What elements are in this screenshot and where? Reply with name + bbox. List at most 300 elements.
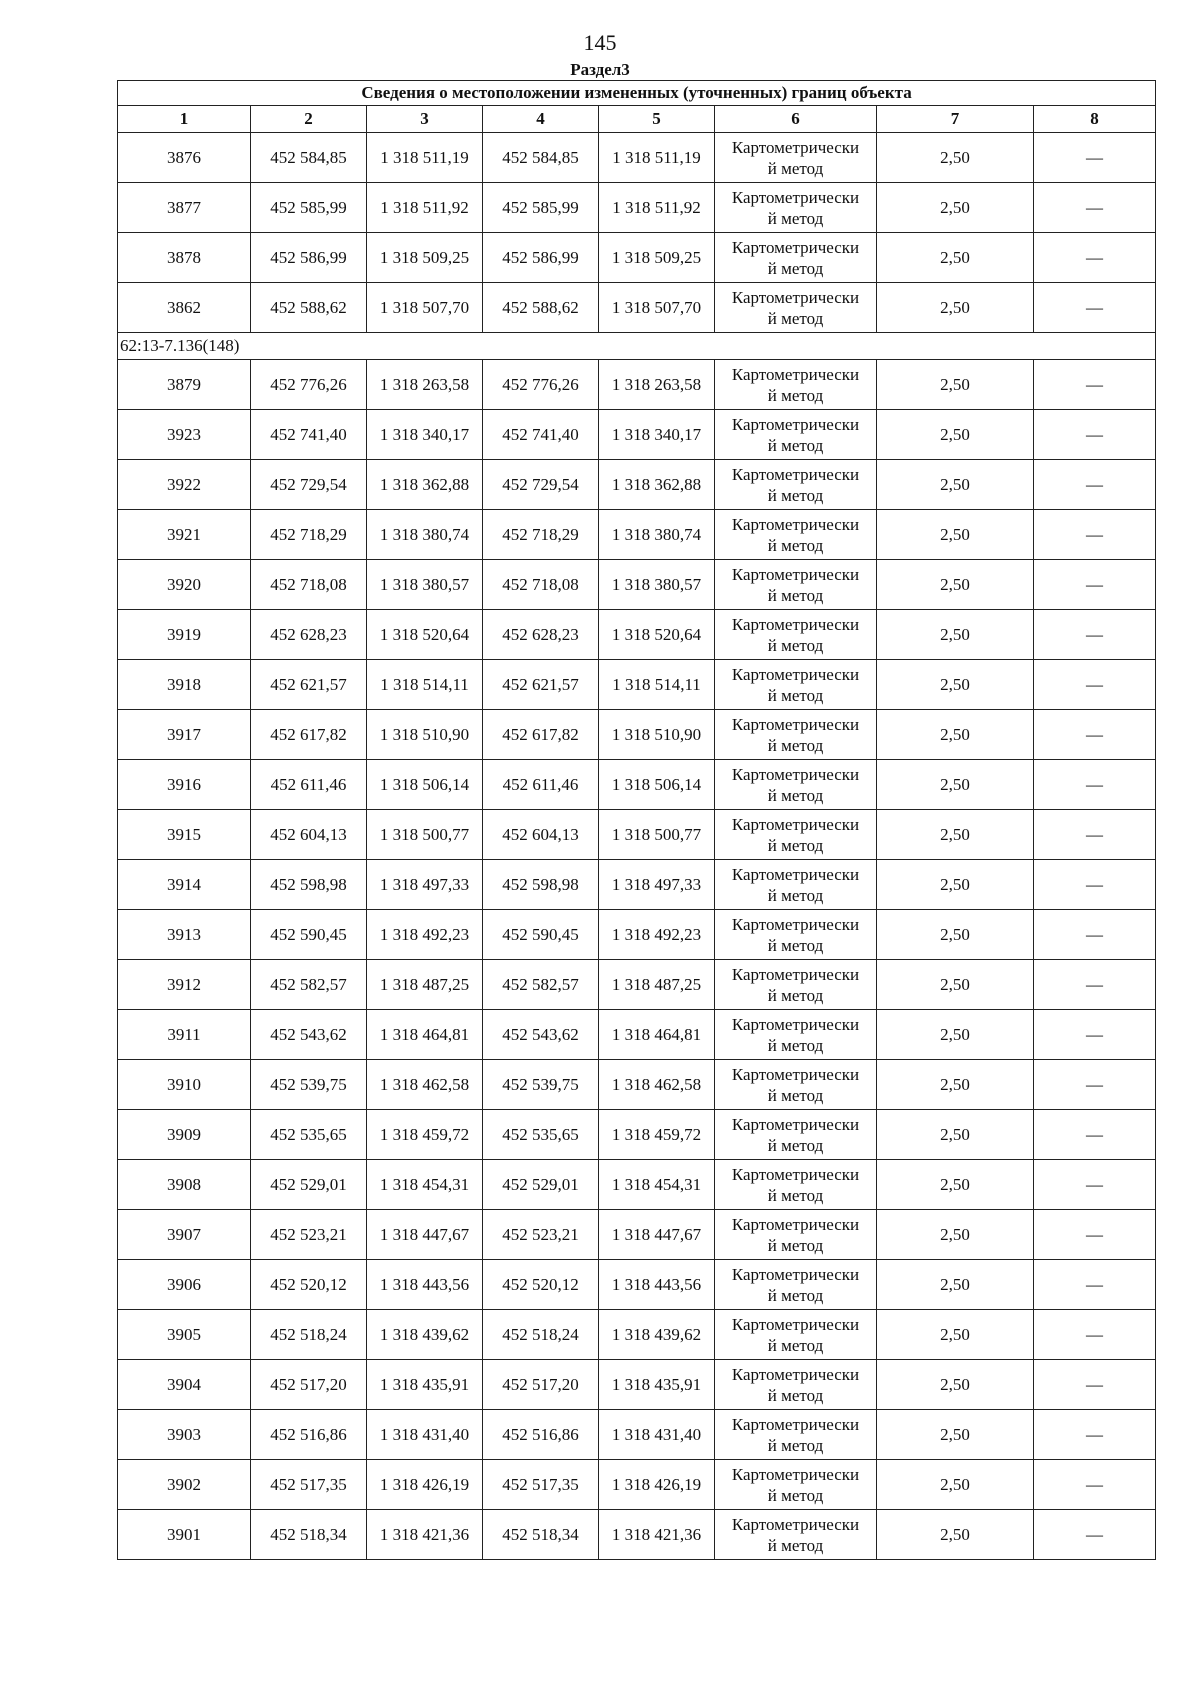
description-cell: — (1034, 460, 1156, 510)
column-number: 7 (877, 106, 1034, 133)
x-new-cell: 452 590,45 (483, 910, 599, 960)
y-new-cell: 1 318 510,90 (599, 710, 715, 760)
accuracy-cell: 2,50 (877, 1110, 1034, 1160)
table-row (118, 710, 1156, 760)
table-row (118, 560, 1156, 610)
y-new-cell: 1 318 426,19 (599, 1460, 715, 1510)
table-row (118, 183, 1156, 233)
method-cell (715, 1410, 877, 1460)
y-existing-cell: 1 318 492,23 (367, 910, 483, 960)
accuracy-cell: 2,50 (877, 410, 1034, 460)
method-text-line: й метод (767, 1385, 824, 1405)
method-text-line: й метод (767, 685, 824, 705)
point-number-cell: 3878 (118, 233, 251, 283)
y-existing-cell: 1 318 443,56 (367, 1260, 483, 1310)
method-text-line: Картометрически (731, 514, 860, 534)
method-cell (715, 283, 877, 333)
point-number-cell: 3917 (118, 710, 251, 760)
y-new-cell: 1 318 511,19 (599, 133, 715, 183)
y-new-cell: 1 318 520,64 (599, 610, 715, 660)
y-new-cell: 1 318 380,74 (599, 510, 715, 560)
accuracy-cell: 2,50 (877, 710, 1034, 760)
x-new-cell: 452 585,99 (483, 183, 599, 233)
method-text-line: й метод (767, 1435, 824, 1455)
x-new-cell: 452 741,40 (483, 410, 599, 460)
table-row (118, 1460, 1156, 1510)
section-title: Раздел3 (570, 60, 630, 79)
x-new-cell: 452 588,62 (483, 283, 599, 333)
point-number-cell: 3877 (118, 183, 251, 233)
method-cell (715, 910, 877, 960)
table-row (118, 1210, 1156, 1260)
x-new-cell: 452 535,65 (483, 1110, 599, 1160)
table-row (118, 1110, 1156, 1160)
method-text-line: Картометрически (731, 814, 860, 834)
description-cell: — (1034, 1460, 1156, 1510)
method-text-line: Картометрически (731, 187, 860, 207)
y-new-cell: 1 318 506,14 (599, 760, 715, 810)
x-new-cell: 452 539,75 (483, 1060, 599, 1110)
table-row (118, 410, 1156, 460)
point-number-cell: 3905 (118, 1310, 251, 1360)
table-row (118, 1010, 1156, 1060)
description-cell: — (1034, 610, 1156, 660)
description-cell: — (1034, 560, 1156, 610)
point-number-cell: 3920 (118, 560, 251, 610)
x-new-cell: 452 582,57 (483, 960, 599, 1010)
description-cell: — (1034, 133, 1156, 183)
column-number-row (118, 106, 1156, 133)
table-body (118, 133, 1156, 1560)
x-existing-cell: 452 604,13 (251, 810, 367, 860)
x-existing-cell: 452 518,34 (251, 1510, 367, 1560)
x-new-cell: 452 520,12 (483, 1260, 599, 1310)
y-new-cell: 1 318 443,56 (599, 1260, 715, 1310)
table-row (118, 660, 1156, 710)
method-cell (715, 560, 877, 610)
table-row (118, 283, 1156, 333)
method-text-line: Картометрически (731, 714, 860, 734)
method-text-line: й метод (767, 1335, 824, 1355)
y-existing-cell: 1 318 497,33 (367, 860, 483, 910)
column-number: 1 (118, 106, 251, 133)
y-existing-cell: 1 318 507,70 (367, 283, 483, 333)
y-existing-cell: 1 318 431,40 (367, 1410, 483, 1460)
column-number: 5 (599, 106, 715, 133)
method-cell (715, 360, 877, 410)
x-existing-cell: 452 628,23 (251, 610, 367, 660)
y-existing-cell: 1 318 362,88 (367, 460, 483, 510)
accuracy-cell: 2,50 (877, 1260, 1034, 1310)
description-cell: — (1034, 1260, 1156, 1310)
method-text-line: й метод (767, 1085, 824, 1105)
y-new-cell: 1 318 497,33 (599, 860, 715, 910)
method-text-line: Картометрически (731, 1514, 860, 1534)
description-cell: — (1034, 1060, 1156, 1110)
x-existing-cell: 452 584,85 (251, 133, 367, 183)
method-cell (715, 1360, 877, 1410)
boundary-table (117, 80, 1156, 1560)
point-number-cell: 3862 (118, 283, 251, 333)
y-new-cell: 1 318 421,36 (599, 1510, 715, 1560)
method-text-line: й метод (767, 385, 824, 405)
table-row (118, 760, 1156, 810)
table-row (118, 1060, 1156, 1110)
description-cell: — (1034, 910, 1156, 960)
point-number-cell: 3903 (118, 1410, 251, 1460)
method-cell (715, 760, 877, 810)
accuracy-cell: 2,50 (877, 133, 1034, 183)
point-number-cell: 3908 (118, 1160, 251, 1210)
description-cell: — (1034, 183, 1156, 233)
y-existing-cell: 1 318 454,31 (367, 1160, 483, 1210)
accuracy-cell: 2,50 (877, 1460, 1034, 1510)
method-text-line: й метод (767, 158, 824, 178)
point-number-cell: 3907 (118, 1210, 251, 1260)
point-number-cell: 3913 (118, 910, 251, 960)
method-text-line: Картометрически (731, 614, 860, 634)
point-number-cell: 3906 (118, 1260, 251, 1310)
method-cell (715, 1310, 877, 1360)
y-new-cell: 1 318 487,25 (599, 960, 715, 1010)
column-number: 3 (367, 106, 483, 133)
x-new-cell: 452 517,35 (483, 1460, 599, 1510)
x-new-cell: 452 543,62 (483, 1010, 599, 1060)
accuracy-cell: 2,50 (877, 860, 1034, 910)
y-existing-cell: 1 318 380,57 (367, 560, 483, 610)
description-cell: — (1034, 1310, 1156, 1360)
y-new-cell: 1 318 439,62 (599, 1310, 715, 1360)
y-new-cell: 1 318 362,88 (599, 460, 715, 510)
method-cell (715, 1510, 877, 1560)
description-cell: — (1034, 860, 1156, 910)
y-existing-cell: 1 318 506,14 (367, 760, 483, 810)
point-number-cell: 3911 (118, 1010, 251, 1060)
method-cell (715, 610, 877, 660)
method-text-line: Картометрически (731, 914, 860, 934)
table-row (118, 1410, 1156, 1460)
method-text-line: Картометрически (731, 237, 860, 257)
accuracy-cell: 2,50 (877, 283, 1034, 333)
x-new-cell: 452 598,98 (483, 860, 599, 910)
description-cell: — (1034, 660, 1156, 710)
method-text-line: й метод (767, 208, 824, 228)
column-number: 2 (251, 106, 367, 133)
x-existing-cell: 452 543,62 (251, 1010, 367, 1060)
point-number-cell: 3909 (118, 1110, 251, 1160)
method-text-line: Картометрически (731, 1364, 860, 1384)
accuracy-cell: 2,50 (877, 510, 1034, 560)
x-new-cell: 452 518,34 (483, 1510, 599, 1560)
accuracy-cell: 2,50 (877, 1210, 1034, 1260)
x-existing-cell: 452 518,24 (251, 1310, 367, 1360)
method-text-line: й метод (767, 1135, 824, 1155)
x-new-cell: 452 718,29 (483, 510, 599, 560)
description-cell: — (1034, 1360, 1156, 1410)
method-text-line: й метод (767, 735, 824, 755)
method-text-line: Картометрически (731, 764, 860, 784)
x-existing-cell: 452 621,57 (251, 660, 367, 710)
table-row (118, 1360, 1156, 1410)
x-new-cell: 452 729,54 (483, 460, 599, 510)
method-cell (715, 133, 877, 183)
x-existing-cell: 452 590,45 (251, 910, 367, 960)
method-text-line: й метод (767, 935, 824, 955)
y-existing-cell: 1 318 421,36 (367, 1510, 483, 1560)
y-existing-cell: 1 318 435,91 (367, 1360, 483, 1410)
method-text-line: Картометрически (731, 287, 860, 307)
accuracy-cell: 2,50 (877, 560, 1034, 610)
x-existing-cell: 452 585,99 (251, 183, 367, 233)
method-cell (715, 960, 877, 1010)
y-existing-cell: 1 318 340,17 (367, 410, 483, 460)
x-new-cell: 452 776,26 (483, 360, 599, 410)
method-text-line: Картометрически (731, 1314, 860, 1334)
accuracy-cell: 2,50 (877, 233, 1034, 283)
x-existing-cell: 452 776,26 (251, 360, 367, 410)
x-new-cell: 452 586,99 (483, 233, 599, 283)
method-cell (715, 1210, 877, 1260)
y-new-cell: 1 318 462,58 (599, 1060, 715, 1110)
table-row (118, 610, 1156, 660)
y-new-cell: 1 318 459,72 (599, 1110, 715, 1160)
method-text-line: Картометрически (731, 1014, 860, 1034)
x-new-cell: 452 516,86 (483, 1410, 599, 1460)
table-caption: Сведения о местоположении измененных (уточненных) границ объекта (118, 81, 1156, 106)
x-existing-cell: 452 617,82 (251, 710, 367, 760)
description-cell: — (1034, 960, 1156, 1010)
method-text-line: й метод (767, 1535, 824, 1555)
x-existing-cell: 452 539,75 (251, 1060, 367, 1110)
x-existing-cell: 452 588,62 (251, 283, 367, 333)
description-cell: — (1034, 510, 1156, 560)
table-row (118, 460, 1156, 510)
y-existing-cell: 1 318 462,58 (367, 1060, 483, 1110)
y-existing-cell: 1 318 510,90 (367, 710, 483, 760)
point-number-cell: 3879 (118, 360, 251, 410)
y-existing-cell: 1 318 511,19 (367, 133, 483, 183)
table-row (118, 810, 1156, 860)
x-existing-cell: 452 517,20 (251, 1360, 367, 1410)
y-new-cell: 1 318 454,31 (599, 1160, 715, 1210)
method-text-line: й метод (767, 1235, 824, 1255)
accuracy-cell: 2,50 (877, 1060, 1034, 1110)
x-existing-cell: 452 523,21 (251, 1210, 367, 1260)
method-text-line: Картометрически (731, 364, 860, 384)
method-text-line: й метод (767, 258, 824, 278)
method-text-line: Картометрически (731, 464, 860, 484)
point-number-cell: 3902 (118, 1460, 251, 1510)
x-new-cell: 452 517,20 (483, 1360, 599, 1410)
x-new-cell: 452 628,23 (483, 610, 599, 660)
y-existing-cell: 1 318 263,58 (367, 360, 483, 410)
table-row (118, 510, 1156, 560)
y-existing-cell: 1 318 464,81 (367, 1010, 483, 1060)
y-existing-cell: 1 318 459,72 (367, 1110, 483, 1160)
method-cell (715, 183, 877, 233)
method-text-line: Картометрически (731, 664, 860, 684)
accuracy-cell: 2,50 (877, 760, 1034, 810)
table-row (118, 1510, 1156, 1560)
method-text-line: й метод (767, 1035, 824, 1055)
x-existing-cell: 452 718,29 (251, 510, 367, 560)
x-existing-cell: 452 741,40 (251, 410, 367, 460)
method-text-line: й метод (767, 1485, 824, 1505)
column-number: 8 (1034, 106, 1156, 133)
method-cell (715, 660, 877, 710)
method-text-line: й метод (767, 485, 824, 505)
y-new-cell: 1 318 511,92 (599, 183, 715, 233)
y-existing-cell: 1 318 487,25 (367, 960, 483, 1010)
table-row (118, 910, 1156, 960)
method-text-line: Картометрически (731, 1464, 860, 1484)
method-cell (715, 510, 877, 560)
accuracy-cell: 2,50 (877, 1360, 1034, 1410)
x-existing-cell: 452 729,54 (251, 460, 367, 510)
point-number-cell: 3922 (118, 460, 251, 510)
description-cell: — (1034, 1160, 1156, 1210)
table-row (118, 1310, 1156, 1360)
x-existing-cell: 452 582,57 (251, 960, 367, 1010)
method-text-line: й метод (767, 585, 824, 605)
method-cell (715, 1110, 877, 1160)
method-text-line: й метод (767, 885, 824, 905)
table-row (118, 1260, 1156, 1310)
method-text-line: Картометрически (731, 1164, 860, 1184)
method-text-line: Картометрически (731, 564, 860, 584)
description-cell: — (1034, 760, 1156, 810)
y-existing-cell: 1 318 500,77 (367, 810, 483, 860)
accuracy-cell: 2,50 (877, 810, 1034, 860)
y-new-cell: 1 318 514,11 (599, 660, 715, 710)
accuracy-cell: 2,50 (877, 183, 1034, 233)
method-cell (715, 1160, 877, 1210)
method-text-line: Картометрически (731, 1114, 860, 1134)
method-cell (715, 860, 877, 910)
method-text-line: й метод (767, 535, 824, 555)
accuracy-cell: 2,50 (877, 660, 1034, 710)
x-new-cell: 452 611,46 (483, 760, 599, 810)
description-cell: — (1034, 1410, 1156, 1460)
x-new-cell: 452 604,13 (483, 810, 599, 860)
table-row (118, 360, 1156, 410)
y-new-cell: 1 318 380,57 (599, 560, 715, 610)
column-number: 6 (715, 106, 877, 133)
method-cell (715, 233, 877, 283)
y-new-cell: 1 318 431,40 (599, 1410, 715, 1460)
accuracy-cell: 2,50 (877, 360, 1034, 410)
y-existing-cell: 1 318 514,11 (367, 660, 483, 710)
x-new-cell: 452 523,21 (483, 1210, 599, 1260)
description-cell: — (1034, 360, 1156, 410)
method-cell (715, 410, 877, 460)
point-number-cell: 3919 (118, 610, 251, 660)
point-number-cell: 3916 (118, 760, 251, 810)
description-cell: — (1034, 1110, 1156, 1160)
table-row (118, 133, 1156, 183)
accuracy-cell: 2,50 (877, 460, 1034, 510)
point-number-cell: 3904 (118, 1360, 251, 1410)
y-existing-cell: 1 318 439,62 (367, 1310, 483, 1360)
y-existing-cell: 1 318 447,67 (367, 1210, 483, 1260)
x-existing-cell: 452 516,86 (251, 1410, 367, 1460)
y-new-cell: 1 318 464,81 (599, 1010, 715, 1060)
description-cell: — (1034, 1510, 1156, 1560)
y-new-cell: 1 318 263,58 (599, 360, 715, 410)
point-number-cell: 3923 (118, 410, 251, 460)
description-cell: — (1034, 233, 1156, 283)
x-existing-cell: 452 598,98 (251, 860, 367, 910)
method-cell (715, 1260, 877, 1310)
x-new-cell: 452 584,85 (483, 133, 599, 183)
method-cell (715, 810, 877, 860)
y-existing-cell: 1 318 509,25 (367, 233, 483, 283)
table-row (118, 960, 1156, 1010)
x-new-cell: 452 529,01 (483, 1160, 599, 1210)
method-cell (715, 710, 877, 760)
method-text-line: й метод (767, 635, 824, 655)
method-text-line: Картометрически (731, 137, 860, 157)
x-existing-cell: 452 611,46 (251, 760, 367, 810)
table-row (118, 233, 1156, 283)
method-text-line: Картометрически (731, 1264, 860, 1284)
method-text-line: й метод (767, 435, 824, 455)
y-new-cell: 1 318 435,91 (599, 1360, 715, 1410)
description-cell: — (1034, 1210, 1156, 1260)
method-cell (715, 1010, 877, 1060)
point-number-cell: 3910 (118, 1060, 251, 1110)
page-number: 145 (583, 30, 617, 55)
y-existing-cell: 1 318 520,64 (367, 610, 483, 660)
point-number-cell: 3914 (118, 860, 251, 910)
x-existing-cell: 452 520,12 (251, 1260, 367, 1310)
group-row (118, 333, 1156, 360)
x-existing-cell: 452 718,08 (251, 560, 367, 610)
method-text-line: й метод (767, 1185, 824, 1205)
description-cell: — (1034, 1010, 1156, 1060)
y-existing-cell: 1 318 426,19 (367, 1460, 483, 1510)
method-text-line: й метод (767, 835, 824, 855)
description-cell: — (1034, 810, 1156, 860)
accuracy-cell: 2,50 (877, 1510, 1034, 1560)
point-number-cell: 3915 (118, 810, 251, 860)
y-new-cell: 1 318 509,25 (599, 233, 715, 283)
y-new-cell: 1 318 492,23 (599, 910, 715, 960)
x-new-cell: 452 621,57 (483, 660, 599, 710)
y-new-cell: 1 318 507,70 (599, 283, 715, 333)
method-cell (715, 1460, 877, 1510)
point-number-cell: 3912 (118, 960, 251, 1010)
table-row (118, 860, 1156, 910)
method-cell (715, 460, 877, 510)
accuracy-cell: 2,50 (877, 610, 1034, 660)
method-text-line: Картометрически (731, 1414, 860, 1434)
method-text-line: Картометрически (731, 864, 860, 884)
description-cell: — (1034, 710, 1156, 760)
method-cell (715, 1060, 877, 1110)
point-number-cell: 3876 (118, 133, 251, 183)
x-existing-cell: 452 535,65 (251, 1110, 367, 1160)
method-text-line: й метод (767, 308, 824, 328)
point-number-cell: 3918 (118, 660, 251, 710)
x-new-cell: 452 718,08 (483, 560, 599, 610)
accuracy-cell: 2,50 (877, 910, 1034, 960)
accuracy-cell: 2,50 (877, 1410, 1034, 1460)
x-existing-cell: 452 529,01 (251, 1160, 367, 1210)
x-existing-cell: 452 517,35 (251, 1460, 367, 1510)
table-row (118, 1160, 1156, 1210)
method-text-line: й метод (767, 985, 824, 1005)
